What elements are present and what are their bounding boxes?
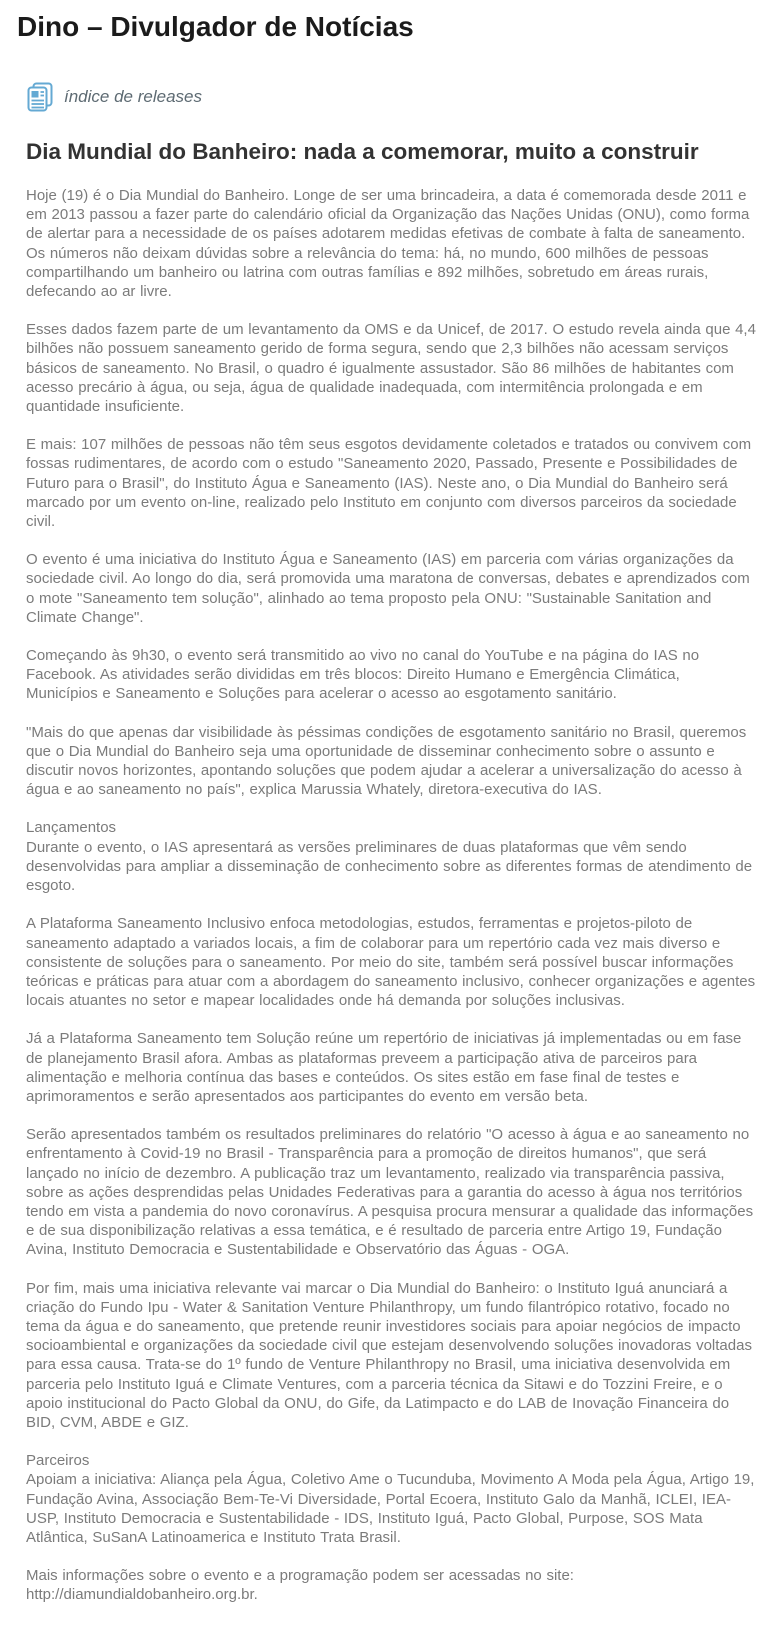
article-body — [26, 186, 756, 1605]
event-site-url: http://diamundialdobanheiro.org.br. — [26, 1586, 258, 1604]
releases-index-link[interactable] — [26, 82, 202, 112]
paragraph-fundo-ipu: Por fim, mais uma iniciativa relevante vai marcar o Dia Mundial do Banheiro: o Instituto Iguá anunciará a criação do Fundo Ipu - Water & Sanitation Venture Philanthropy, um fundo filantrópico rotativo, focado no tema da água e do saneamento, que pretende reunir investidores sociais para apoiar negócios de impacto socioambiental e organizações da sociedade civil que estejam desenvolvendo soluções inovadoras voltadas para essa causa. Trata-se do 1º fundo de Venture Philanthropy no Brasil, uma iniciativa desenvolvida em parceria pelo Instituto Iguá e Climate Ventures, com a parceria técnica da Sitawi e do Tozzini Freire, e o apoio institucional do Pacto Global da ONU, do Gife, da Latimpacto e do LAB de Inovação Financeira do BID, CVM, ABDE e GIZ. — [26, 1279, 752, 1431]
newspaper-stack-icon — [26, 82, 54, 112]
paragraph-plataforma-solucao: Já a Plataforma Saneamento tem Solução reúne um repertório de iniciativas já implementadas ou em fase de planejamento Brasil afora. Ambas as plataformas preveem a participação ativa de parceiros para alimentação e melhoria contínua das bases e conteúdos. Os sites estão em fase final de testes e aprimoramentos e serão apresentados aos participantes do evento em versão beta. — [26, 1030, 742, 1105]
paragraph-citacao-diretora: "Mais do que apenas dar visibilidade às péssimas condições de esgotamento sanitário no Brasil, queremos que o Dia Mundial do Banheiro seja uma oportunidade de disseminar conhecimento sobre o assunto e discutir novos horizontes, apontando soluções que podem ajudar a acelerar a universalização do acesso à água e ao saneamento no país", explica Marussia Whately, diretora-executiva do IAS. — [26, 723, 747, 799]
paragraph-oms-unicef: Esses dados fazem parte de um levantamento da OMS e da Unicef, de 2017. O estudo revela ainda que 4,4 bilhões não possuem saneamento gerido de forma segura, sendo que 2,3 bilhões não acessam serviços básicos de saneamento. No Brasil, o quadro é igualmente assustador. São 86 milhões de habitantes com acesso precário à água, ou seja, água de qualidade inadequada, com intermitência prolongada e em quantidade insuficiente. — [26, 321, 756, 416]
section-label-parceiros: Parceiros — [26, 1452, 90, 1470]
paragraph-transmissao: Começando às 9h30, o evento será transmitido ao vivo no canal do YouTube e na página do IAS no Facebook. As atividades serão divididas em três blocos: Direito Humano e Emergência Climática, Municípios e Saneamento e Soluções para acelerar o acesso ao esgotamento sanitário. — [26, 647, 700, 703]
section-label-lancamentos: Lançamentos — [26, 819, 117, 837]
paragraph-mais-informacoes: Mais informações sobre o evento e a programação podem ser acessadas no site: http://diamundialdobanheiro.org.br. — [26, 1567, 574, 1604]
site-title: Dino – Divulgador de Notícias — [17, 11, 414, 42]
paragraph-parceiros: Parceiros Apoiam a iniciativa: Aliança pela Água, Coletivo Ame o Tucunduba, Movimento A Moda pela Água, Artigo 19, Fundação Avina, Associação Bem-Te-Vi Diversidade, Portal Ecoera, Instituto Galo da Manhã, ICLEI, IEA-USP, Instituto Democracia e Sustentabilidade - IDS, Instituto Iguá, Pacto Global, Purpose, SOS Mata Atlântica, SuSanA Latinoamerica e Instituto Trata Brasil. — [26, 1452, 755, 1546]
paragraph-evento-iniciativa: O evento é uma iniciativa do Instituto Água e Saneamento (IAS) em parceria com várias organizações da sociedade civil. Ao longo do dia, será promovida uma maratona de conversas, debates e aprendizados com o mote "Saneamento tem solução", alinhado ao tema proposto pela ONU: "Sustainable Sanitation and Climate Change". — [26, 551, 750, 626]
paragraph-intro: Hoje (19) é o Dia Mundial do Banheiro. Longe de ser uma brincadeira, a data é comemorada desde 2011 e em 2013 passou a fazer parte do calendário oficial da Organização das Nações Unidas (ONU), como forma de alertar para a necessidade de os países adotarem medidas efetivas de combate à falta de saneamento. Os números não deixam dúvidas sobre a relevância do tema: há, no mundo, 600 milhões de pessoas compartilhando um banheiro ou latrina com outras famílias e 892 milhões, sobretudo em áreas rurais, defecando ao ar livre. — [26, 187, 750, 301]
paragraph-esgotos: E mais: 107 milhões de pessoas não têm seus esgotos devidamente coletados e tratados ou convivem com fossas rudimentares, de acordo com o estudo "Saneamento 2020, Passado, Presente e Possibilidades de Futuro para o Brasil", do Instituto Água e Saneamento (IAS). Neste ano, o Dia Mundial do Banheiro será marcado por um evento on-line, realizado pelo Instituto em conjunto com diversos parceiros da sociedade civil. — [26, 436, 752, 531]
releases-index-label: índice de releases — [64, 87, 202, 106]
paragraph-plataforma-inclusivo: A Plataforma Saneamento Inclusivo enfoca metodologias, estudos, ferramentas e projetos-piloto de saneamento adaptado a variados locais, a fim de colaborar para um repertório cada vez mais diverso e consistente de soluções para o saneamento. Por meio do site, também será possível buscar informações teóricas e práticas para atuar com a abordagem do saneamento inclusivo, conhecer organizações e agentes locais atuantes no setor e mapear localidades onde há demanda por soluções inclusivas. — [26, 915, 756, 1010]
article-title: Dia Mundial do Banheiro: nada a comemorar, muito a construir — [26, 139, 699, 164]
paragraph-relatorio-covid: Serão apresentados também os resultados preliminares do relatório "O acesso à água e ao saneamento no enfrentamento à Covid-19 no Brasil - Transparência para a promoção de direitos humanos", que será lançado no início de dezembro. A publicação traz um levantamento, realizado via transparência passiva, sobre as ações desprendidas pelas Unidades Federativas para a garantia do acesso à água nos territórios tendo em vista a pandemia do novo coronavírus. A pesquisa procura mensurar a qualidade das informações e de sua disponibilização relativas a essa temática, e é resultado de parceria entre Artigo 19, Fundação Avina, Instituto Democracia e Sustentabilidade e Observatório das Águas - OGA. — [26, 1126, 754, 1259]
paragraph-lancamentos: Lançamentos Durante o evento, o IAS apresentará as versões preliminares de duas plataformas que vêm sendo desenvolvidas para ampliar a disseminação de conhecimento sobre as diferentes formas de atendimento de esgoto. — [26, 819, 753, 895]
